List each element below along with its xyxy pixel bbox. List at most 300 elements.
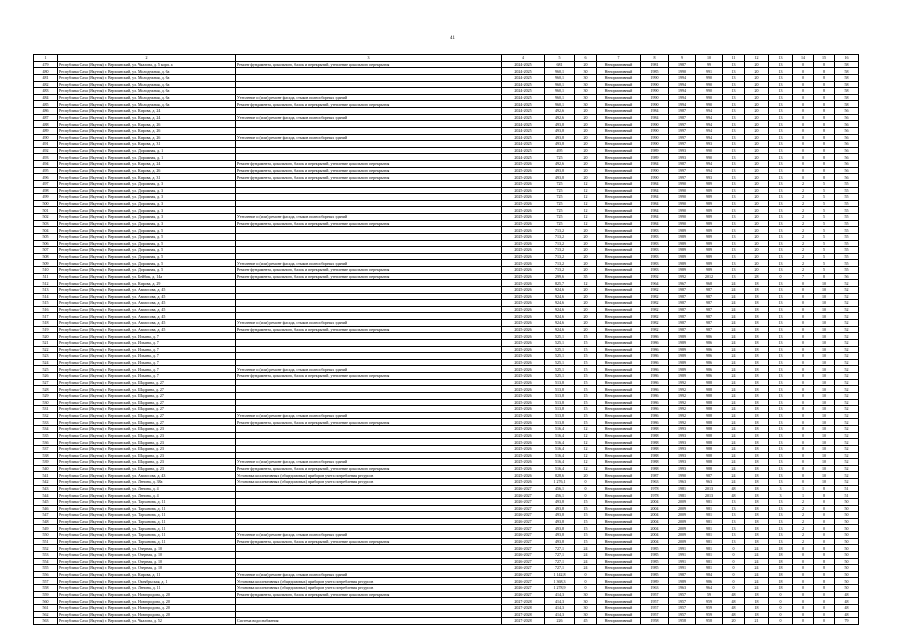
table-row (34, 353, 859, 360)
status-cell: Ненормативный (597, 127, 641, 134)
address-cell: Республика Саха (Якутия) г. Верхоянский, ул. Шадрина, д. 23 (58, 439, 236, 446)
period-cell: 2026-2027 (502, 505, 545, 512)
value-cell: 20 (745, 81, 769, 88)
value-cell: 56 (835, 161, 859, 168)
wear-cell: 30 (575, 68, 597, 75)
value-cell: 13 (723, 187, 745, 194)
status-cell: Ненормативный (597, 618, 641, 625)
value-cell: 56 (835, 114, 859, 121)
year-cell: 1989 (669, 366, 696, 373)
column-number-header: 16 (835, 55, 859, 62)
wear-cell: 20 (575, 127, 597, 134)
value-cell: 20 (745, 167, 769, 174)
value-cell: 2 (793, 532, 814, 539)
status-cell: Ненормативный (597, 532, 641, 539)
address-cell: Республика Саха (Якутия) г. Верхоянский, ул. Дорожная, д. 3 (58, 187, 236, 194)
address-cell: Республика Саха (Якутия) г. Верхоянский, ул. Дорожная, д. 5 (58, 247, 236, 254)
row-number-cell: 480 (34, 68, 58, 75)
value-cell: 58 (835, 74, 859, 81)
area-cell: 513,8 (545, 386, 575, 393)
address-cell: Республика Саха (Якутия) г. Верхоянский, ул. Новгородова, д. 20 (58, 611, 236, 618)
value-cell: 3 (769, 485, 793, 492)
address-cell: Республика Саха (Якутия) г. Верхоянский, ул. Шадрина, д. 27 (58, 392, 236, 399)
table-row (34, 359, 859, 366)
address-cell: Республика Саха (Якутия) г. Верхоянский, ул. Аммосова, д. 45 (58, 313, 236, 320)
status-cell: Ненормативный (597, 359, 641, 366)
value-cell: 0 (793, 598, 814, 605)
value-cell: 13 (769, 306, 793, 313)
area-cell: 960,1 (545, 74, 575, 81)
year-cell: 1989 (669, 373, 696, 380)
status-cell: Ненормативный (597, 227, 641, 234)
work-type-cell (236, 611, 502, 618)
period-cell: 2027-2028 (502, 604, 545, 611)
status-cell: Ненормативный (597, 571, 641, 578)
wear-cell: 20 (575, 260, 597, 267)
work-type-cell: Ремонт фундамента, цокольного, балок и перекрытий, утепление цокольного перекрытия (236, 101, 502, 108)
value-cell: 13 (769, 379, 793, 386)
value-cell: 0 (793, 432, 814, 439)
year-cell: 1985 (641, 545, 669, 552)
address-cell: Республика Саха (Якутия) г. Верхоянский, ул. Дорожная, д. 5 (58, 267, 236, 274)
table-row (34, 532, 859, 539)
value-cell: 13 (769, 147, 793, 154)
work-type-cell: Утепление и (или) ремонт фасада, стыков полносборных зданий (236, 320, 502, 327)
period-cell: 2026-2027 (502, 551, 545, 558)
year-cell: 981 (696, 538, 723, 545)
year-cell: 984 (696, 571, 723, 578)
value-cell: 48 (723, 492, 745, 499)
value-cell: 18 (745, 439, 769, 446)
value-cell: 0 (793, 359, 814, 366)
work-type-cell (236, 353, 502, 360)
row-number-cell: 500 (34, 200, 58, 207)
wear-cell: 15 (575, 339, 597, 346)
value-cell: 0 (769, 591, 793, 598)
table-row (34, 194, 859, 201)
value-cell: 13 (723, 121, 745, 128)
value-cell: 55 (835, 253, 859, 260)
table-row (34, 68, 859, 75)
value-cell: 10 (814, 392, 835, 399)
year-cell: 1990 (641, 121, 669, 128)
area-cell: 960,1 (545, 81, 575, 88)
address-cell: Республика Саха (Якутия) г. Верхоянский, ул. Тарханова, д. 11 (58, 532, 236, 539)
year-cell: 2013 (696, 492, 723, 499)
value-cell: 13 (723, 512, 745, 519)
work-type-cell (236, 598, 502, 605)
address-cell: Республика Саха (Якутия) г. Верхоянский, ул. Шадрина, д. 23 (58, 459, 236, 466)
year-cell: 1992 (669, 419, 696, 426)
period-cell: 2025-2026 (502, 426, 545, 433)
wear-cell: 15 (575, 406, 597, 413)
area-cell: 493,8 (545, 525, 575, 532)
table-row (34, 498, 859, 505)
status-cell: Ненормативный (597, 180, 641, 187)
year-cell: 1990 (641, 81, 669, 88)
value-cell: 5 (814, 267, 835, 274)
year-cell: 1957 (641, 598, 669, 605)
year-cell: 1989 (641, 578, 669, 585)
value-cell: 5 (814, 180, 835, 187)
period-cell: 2025-2026 (502, 194, 545, 201)
period-cell: 2024-2025 (502, 101, 545, 108)
wear-cell: 12 (575, 452, 597, 459)
value-cell: 52 (835, 333, 859, 340)
period-cell: 2024-2025 (502, 74, 545, 81)
status-cell: Ненормативный (597, 253, 641, 260)
wear-cell: 20 (575, 286, 597, 293)
value-cell: 50 (835, 551, 859, 558)
value-cell: 13 (769, 313, 793, 320)
period-cell: 2025-2026 (502, 472, 545, 479)
address-cell: Республика Саха (Якутия) г. Верхоянский, ул. Кирова, д. 31 (58, 174, 236, 181)
value-cell: 10 (814, 366, 835, 373)
value-cell: 50 (835, 538, 859, 545)
row-number-cell: 517 (34, 313, 58, 320)
wear-cell: 30 (575, 101, 597, 108)
value-cell: 24 (723, 293, 745, 300)
value-cell: 13 (769, 300, 793, 307)
value-cell: 8 (814, 101, 835, 108)
address-cell: Республика Саха (Якутия) г. Верхоянский, ул. Дорожная, д. 5 (58, 233, 236, 240)
status-cell: Ненормативный (597, 220, 641, 227)
value-cell: 0 (793, 472, 814, 479)
value-cell: 0 (793, 81, 814, 88)
year-cell: 1987 (669, 293, 696, 300)
address-cell: Республика Саха (Якутия) г. Верхоянский, ул. Октябрьская, д. 1 (58, 578, 236, 585)
table-row (34, 545, 859, 552)
year-cell: 1986 (641, 412, 669, 419)
column-number-header: 4 (502, 55, 545, 62)
status-cell: Ненормативный (597, 379, 641, 386)
value-cell: 55 (835, 240, 859, 247)
status-cell: Ненормативный (597, 81, 641, 88)
area-cell: 525,1 (545, 346, 575, 353)
value-cell: 10 (814, 333, 835, 340)
year-cell: 1986 (641, 392, 669, 399)
value-cell: 24 (723, 320, 745, 327)
value-cell: 0 (793, 585, 814, 592)
status-cell: Ненормативный (597, 147, 641, 154)
value-cell: 13 (769, 512, 793, 519)
value-cell: 8 (814, 147, 835, 154)
area-cell: 516,4 (545, 445, 575, 452)
work-type-cell (236, 207, 502, 214)
year-cell: 989 (696, 247, 723, 254)
value-cell: 0 (793, 286, 814, 293)
value-cell: 13 (723, 174, 745, 181)
area-cell: 525,1 (545, 333, 575, 340)
value-cell: 48 (723, 611, 745, 618)
period-cell: 2026-2027 (502, 538, 545, 545)
value-cell: 5 (814, 233, 835, 240)
area-cell: 1 142,8 (545, 571, 575, 578)
year-cell: 1989 (641, 154, 669, 161)
year-cell: 994 (696, 121, 723, 128)
status-cell: Ненормативный (597, 492, 641, 499)
area-cell: 924,6 (545, 320, 575, 327)
value-cell: 10 (814, 459, 835, 466)
value-cell: 8 (814, 94, 835, 101)
period-cell: 2026-2027 (502, 525, 545, 532)
value-cell: 13 (769, 280, 793, 287)
row-number-cell: 488 (34, 121, 58, 128)
address-cell: Республика Саха (Якутия) г. Верхоянский, ул. Ильина, д. 7 (58, 359, 236, 366)
row-number-cell: 534 (34, 426, 58, 433)
value-cell: 48 (835, 598, 859, 605)
value-cell: 13 (769, 538, 793, 545)
year-cell: 1990 (669, 220, 696, 227)
area-cell: 713,2 (545, 260, 575, 267)
row-number-cell: 554 (34, 558, 58, 565)
value-cell: 2 (793, 260, 814, 267)
value-cell: 52 (835, 300, 859, 307)
status-cell: Ненормативный (597, 286, 641, 293)
value-cell: 13 (769, 61, 793, 68)
value-cell: 20 (745, 61, 769, 68)
status-cell: Ненормативный (597, 366, 641, 373)
year-cell: 986 (696, 353, 723, 360)
value-cell: 50 (835, 578, 859, 585)
value-cell: 13 (723, 220, 745, 227)
value-cell: 8 (814, 167, 835, 174)
value-cell: 0 (814, 532, 835, 539)
year-cell: 1983 (641, 253, 669, 260)
table-row (34, 293, 859, 300)
row-number-cell: 549 (34, 525, 58, 532)
table-row (34, 127, 859, 134)
area-cell: 492,6 (545, 108, 575, 115)
year-cell: 1987 (669, 320, 696, 327)
status-cell: Ненормативный (597, 373, 641, 380)
status-cell: Ненормативный (597, 445, 641, 452)
column-number-header: 2 (58, 55, 236, 62)
address-cell: Республика Саха (Якутия) г. Верхоянский, ул. Дорожная, д. 5 (58, 240, 236, 247)
value-cell: 13 (769, 240, 793, 247)
status-cell: Ненормативный (597, 558, 641, 565)
address-cell: Республика Саха (Якутия) г. Верхоянский, ул. Молодежная, д. 6а (58, 101, 236, 108)
year-cell: 990 (696, 147, 723, 154)
row-number-cell: 487 (34, 114, 58, 121)
value-cell: 18 (745, 598, 769, 605)
value-cell: 13 (723, 127, 745, 134)
value-cell: 48 (835, 611, 859, 618)
value-cell: 20 (745, 267, 769, 274)
value-cell: 24 (723, 472, 745, 479)
work-type-cell: Ремонт фундамента, цокольного, балок и перекрытий, утепление цокольного перекрытия (236, 61, 502, 68)
table-row (34, 214, 859, 221)
value-cell: 2 (793, 498, 814, 505)
year-cell: 1992 (669, 399, 696, 406)
value-cell: 0 (793, 167, 814, 174)
year-cell: 1989 (669, 353, 696, 360)
year-cell: 1990 (641, 74, 669, 81)
value-cell: 10 (814, 320, 835, 327)
value-cell: 13 (723, 532, 745, 539)
value-cell: 50 (835, 571, 859, 578)
address-cell: Республика Саха (Якутия) г. Верхоянский, ул. Кирова, д. 24 (58, 108, 236, 115)
area-cell: 960,1 (545, 68, 575, 75)
value-cell: 20 (745, 154, 769, 161)
value-cell: 18 (769, 558, 793, 565)
value-cell: 51 (835, 492, 859, 499)
value-cell: 0 (793, 313, 814, 320)
status-cell: Ненормативный (597, 412, 641, 419)
address-cell: Республика Саха (Якутия) г. Верхоянский, ул. Шадрина, д. 23 (58, 465, 236, 472)
value-cell: 20 (745, 108, 769, 115)
work-type-cell (236, 154, 502, 161)
value-cell: 24 (745, 551, 769, 558)
area-cell: 725 (545, 214, 575, 221)
value-cell: 52 (835, 339, 859, 346)
value-cell: 18 (745, 505, 769, 512)
status-cell: Ненормативный (597, 187, 641, 194)
area-cell: 513,8 (545, 392, 575, 399)
value-cell: 8 (814, 68, 835, 75)
work-type-cell: Утепление и (или) ремонт фасада, стыков полносборных зданий (236, 459, 502, 466)
status-cell: Ненормативный (597, 61, 641, 68)
value-cell: 8 (814, 551, 835, 558)
value-cell: 13 (769, 233, 793, 240)
period-cell: 2024-2025 (502, 121, 545, 128)
year-cell: 1989 (669, 240, 696, 247)
value-cell: 0 (793, 68, 814, 75)
status-cell: Ненормативный (597, 300, 641, 307)
value-cell: 24 (723, 406, 745, 413)
area-cell: 525,1 (545, 373, 575, 380)
table-row (34, 538, 859, 545)
value-cell: 18 (745, 459, 769, 466)
year-cell: 990 (696, 154, 723, 161)
value-cell: 24 (723, 339, 745, 346)
value-cell: 0 (793, 439, 814, 446)
value-cell: 24 (723, 465, 745, 472)
area-cell: 924,6 (545, 306, 575, 313)
year-cell: 1994 (669, 88, 696, 95)
value-cell: 0 (793, 346, 814, 353)
value-cell: 13 (769, 114, 793, 121)
year-cell: 1957 (641, 604, 669, 611)
value-cell: 10 (814, 339, 835, 346)
value-cell: 13 (769, 346, 793, 353)
value-cell: 18 (745, 359, 769, 366)
period-cell: 2025-2026 (502, 180, 545, 187)
year-cell: 987 (696, 326, 723, 333)
value-cell: 50 (835, 565, 859, 572)
table-row (34, 339, 859, 346)
table-row (34, 445, 859, 452)
status-cell: Ненормативный (597, 386, 641, 393)
year-cell: 1988 (641, 432, 669, 439)
year-cell: 1957 (669, 611, 696, 618)
value-cell: 58 (835, 88, 859, 95)
value-cell: 13 (769, 81, 793, 88)
value-cell: 24 (723, 452, 745, 459)
period-cell: 2025-2026 (502, 273, 545, 280)
value-cell: 0 (723, 545, 745, 552)
value-cell: 20 (745, 101, 769, 108)
table-row (34, 346, 859, 353)
period-cell: 2025-2026 (502, 214, 545, 221)
value-cell: 13 (769, 293, 793, 300)
value-cell: 10 (814, 479, 835, 486)
table-row (34, 459, 859, 466)
work-type-cell: Ремонт фундамента, цокольного, балок и перекрытий, утепление цокольного перекрытия (236, 373, 502, 380)
value-cell: 18 (745, 426, 769, 433)
year-cell: 1963 (669, 479, 696, 486)
status-cell: Ненормативный (597, 167, 641, 174)
status-cell: Ненормативный (597, 399, 641, 406)
value-cell: 8 (814, 161, 835, 168)
row-number-cell: 538 (34, 452, 58, 459)
year-cell: 1989 (669, 578, 696, 585)
work-type-cell (236, 505, 502, 512)
period-cell: 2025-2026 (502, 306, 545, 313)
value-cell: 2 (793, 233, 814, 240)
year-cell: 959 (696, 604, 723, 611)
year-cell: 1991 (669, 551, 696, 558)
area-cell: 725 (545, 180, 575, 187)
year-cell: 988 (696, 419, 723, 426)
year-cell: 1994 (669, 74, 696, 81)
value-cell: 0 (793, 604, 814, 611)
value-cell: 13 (769, 260, 793, 267)
address-cell: Республика Саха (Якутия) г. Верхоянский, ул. Ильина, д. 7 (58, 366, 236, 373)
value-cell: 24 (723, 399, 745, 406)
address-cell: Республика Саха (Якутия) г. Верхоянский, ул. Аммосова, д. 43 (58, 472, 236, 479)
year-cell: 1990 (641, 167, 669, 174)
status-cell: Ненормативный (597, 591, 641, 598)
value-cell: 0 (793, 174, 814, 181)
row-number-cell: 508 (34, 253, 58, 260)
year-cell: 1984 (641, 214, 669, 221)
value-cell: 13 (723, 154, 745, 161)
work-type-cell: Ремонт фундамента, цокольного, балок и перекрытий, утепление цокольного перекрытия (236, 161, 502, 168)
period-cell: 2025-2026 (502, 359, 545, 366)
wear-cell: 12 (575, 432, 597, 439)
period-cell: 2025-2026 (502, 353, 545, 360)
table-row (34, 273, 859, 280)
year-cell: 987 (696, 293, 723, 300)
wear-cell: 24 (575, 558, 597, 565)
work-type-cell (236, 452, 502, 459)
value-cell: 52 (835, 353, 859, 360)
period-cell: 2027-2028 (502, 611, 545, 618)
row-number-cell: 524 (34, 359, 58, 366)
row-number-cell: 535 (34, 432, 58, 439)
table-row (34, 591, 859, 598)
value-cell: 8 (814, 114, 835, 121)
value-cell: 55 (835, 233, 859, 240)
value-cell: 13 (769, 127, 793, 134)
value-cell: 0 (793, 412, 814, 419)
year-cell: 1989 (669, 253, 696, 260)
period-cell: 2025-2026 (502, 207, 545, 214)
year-cell: 2012 (696, 273, 723, 280)
value-cell: 0 (793, 392, 814, 399)
year-cell: 1987 (641, 472, 669, 479)
year-cell: 981 (696, 525, 723, 532)
value-cell: 13 (769, 134, 793, 141)
area-cell: 924,6 (545, 293, 575, 300)
value-cell: 0 (793, 161, 814, 168)
value-cell: 48 (835, 591, 859, 598)
value-cell: 18 (745, 293, 769, 300)
value-cell: 18 (745, 465, 769, 472)
work-type-cell: Ремонт фундамента, цокольного, балок и перекрытий, утепление цокольного перекрытия (236, 591, 502, 598)
year-cell: 1989 (669, 233, 696, 240)
